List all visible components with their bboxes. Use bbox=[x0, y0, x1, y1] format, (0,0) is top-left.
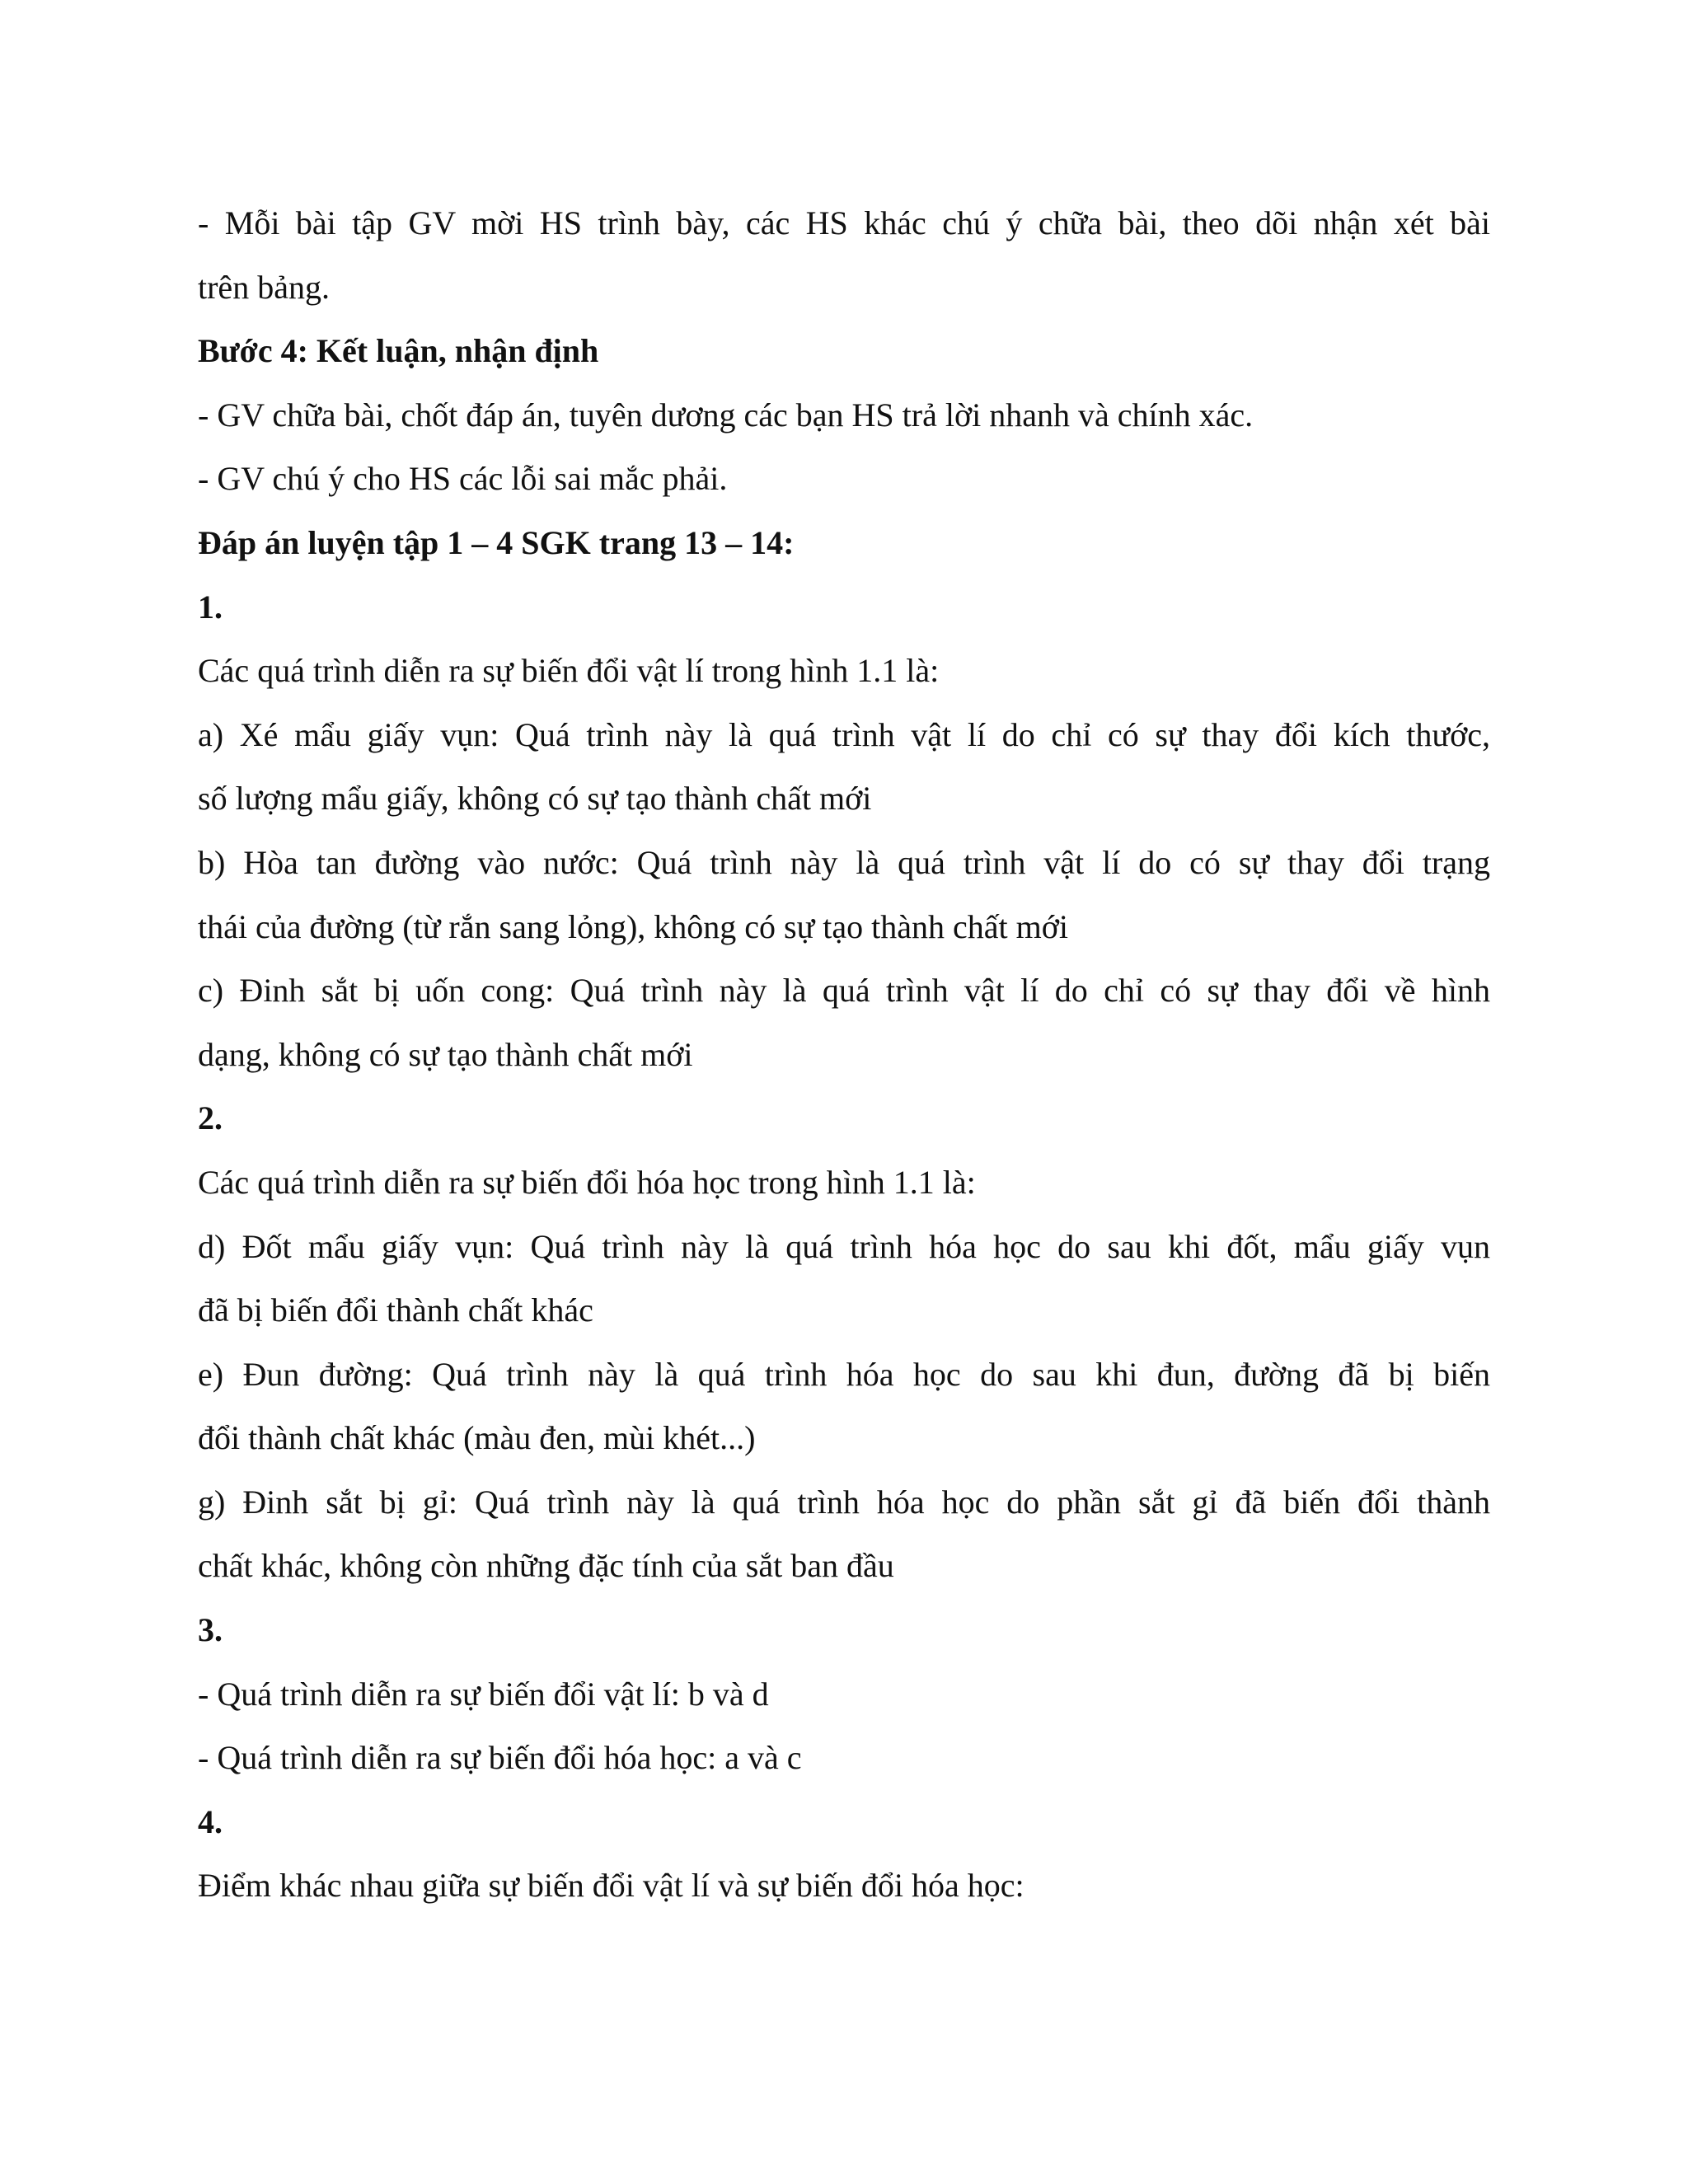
question-number: 1. bbox=[198, 588, 223, 626]
text-line: số lượng mẩu giấy, không có sự tạo thành chất mới bbox=[198, 780, 872, 818]
text-line: - GV chú ý cho HS các lỗi sai mắc phải. bbox=[198, 460, 728, 498]
text-line: a) Xé mẩu giấy vụn: Quá trình này là quá trình vật lí do chỉ có sự thay đổi kích thước, bbox=[198, 715, 1490, 753]
question-number: 3. bbox=[198, 1611, 223, 1649]
section-heading: Bước 4: Kết luận, nhận định bbox=[198, 332, 599, 370]
text-line: d) Đốt mẩu giấy vụn: Quá trình này là quá trình hóa học do sau khi đốt, mẩu giấy vụn bbox=[198, 1227, 1490, 1265]
text-line: Các quá trình diễn ra sự biến đổi vật lí trong hình 1.1 là: bbox=[198, 652, 940, 690]
text-line: c) Đinh sắt bị uốn cong: Quá trình này là quá trình vật lí do chỉ có sự thay đổi về hình bbox=[198, 972, 1490, 1010]
text-line: trên bảng. bbox=[198, 268, 330, 306]
question-number: 4. bbox=[198, 1802, 223, 1840]
text-line: - Mỗi bài tập GV mời HS trình bày, các HS khác chú ý chữa bài, theo dõi nhận xét bài bbox=[198, 204, 1490, 241]
document-page bbox=[198, 191, 1490, 1918]
question-number: 2. bbox=[198, 1099, 223, 1137]
text-line: đổi thành chất khác (màu đen, mùi khét...) bbox=[198, 1419, 756, 1457]
text-line: e) Đun đường: Quá trình này là quá trình hóa học do sau khi đun, đường đã bị biến bbox=[198, 1355, 1490, 1393]
text-line: chất khác, không còn những đặc tính của sắt ban đầu bbox=[198, 1547, 894, 1585]
text-line: - Quá trình diễn ra sự biến đổi vật lí: b và d bbox=[198, 1675, 769, 1713]
text-line: - Quá trình diễn ra sự biến đổi hóa học: a và c bbox=[198, 1739, 802, 1777]
text-line: - GV chữa bài, chốt đáp án, tuyên dương các bạn HS trả lời nhanh và chính xác. bbox=[198, 396, 1254, 434]
section-heading: Đáp án luyện tập 1 – 4 SGK trang 13 – 14: bbox=[198, 523, 795, 561]
text-line: Các quá trình diễn ra sự biến đổi hóa học trong hình 1.1 là: bbox=[198, 1163, 976, 1201]
text-line: b) Hòa tan đường vào nước: Quá trình này là quá trình vật lí do có sự thay đổi trạng bbox=[198, 843, 1490, 881]
text-line: đã bị biến đổi thành chất khác bbox=[198, 1291, 593, 1329]
text-line: thái của đường (từ rắn sang lỏng), không có sự tạo thành chất mới bbox=[198, 907, 1068, 945]
text-line: Điểm khác nhau giữa sự biến đổi vật lí và sự biến đổi hóa học: bbox=[198, 1867, 1025, 1905]
text-line: g) Đinh sắt bị gỉ: Quá trình này là quá trình hóa học do phần sắt gỉ đã biến đổi thành bbox=[198, 1483, 1490, 1521]
text-line: dạng, không có sự tạo thành chất mới bbox=[198, 1035, 693, 1073]
